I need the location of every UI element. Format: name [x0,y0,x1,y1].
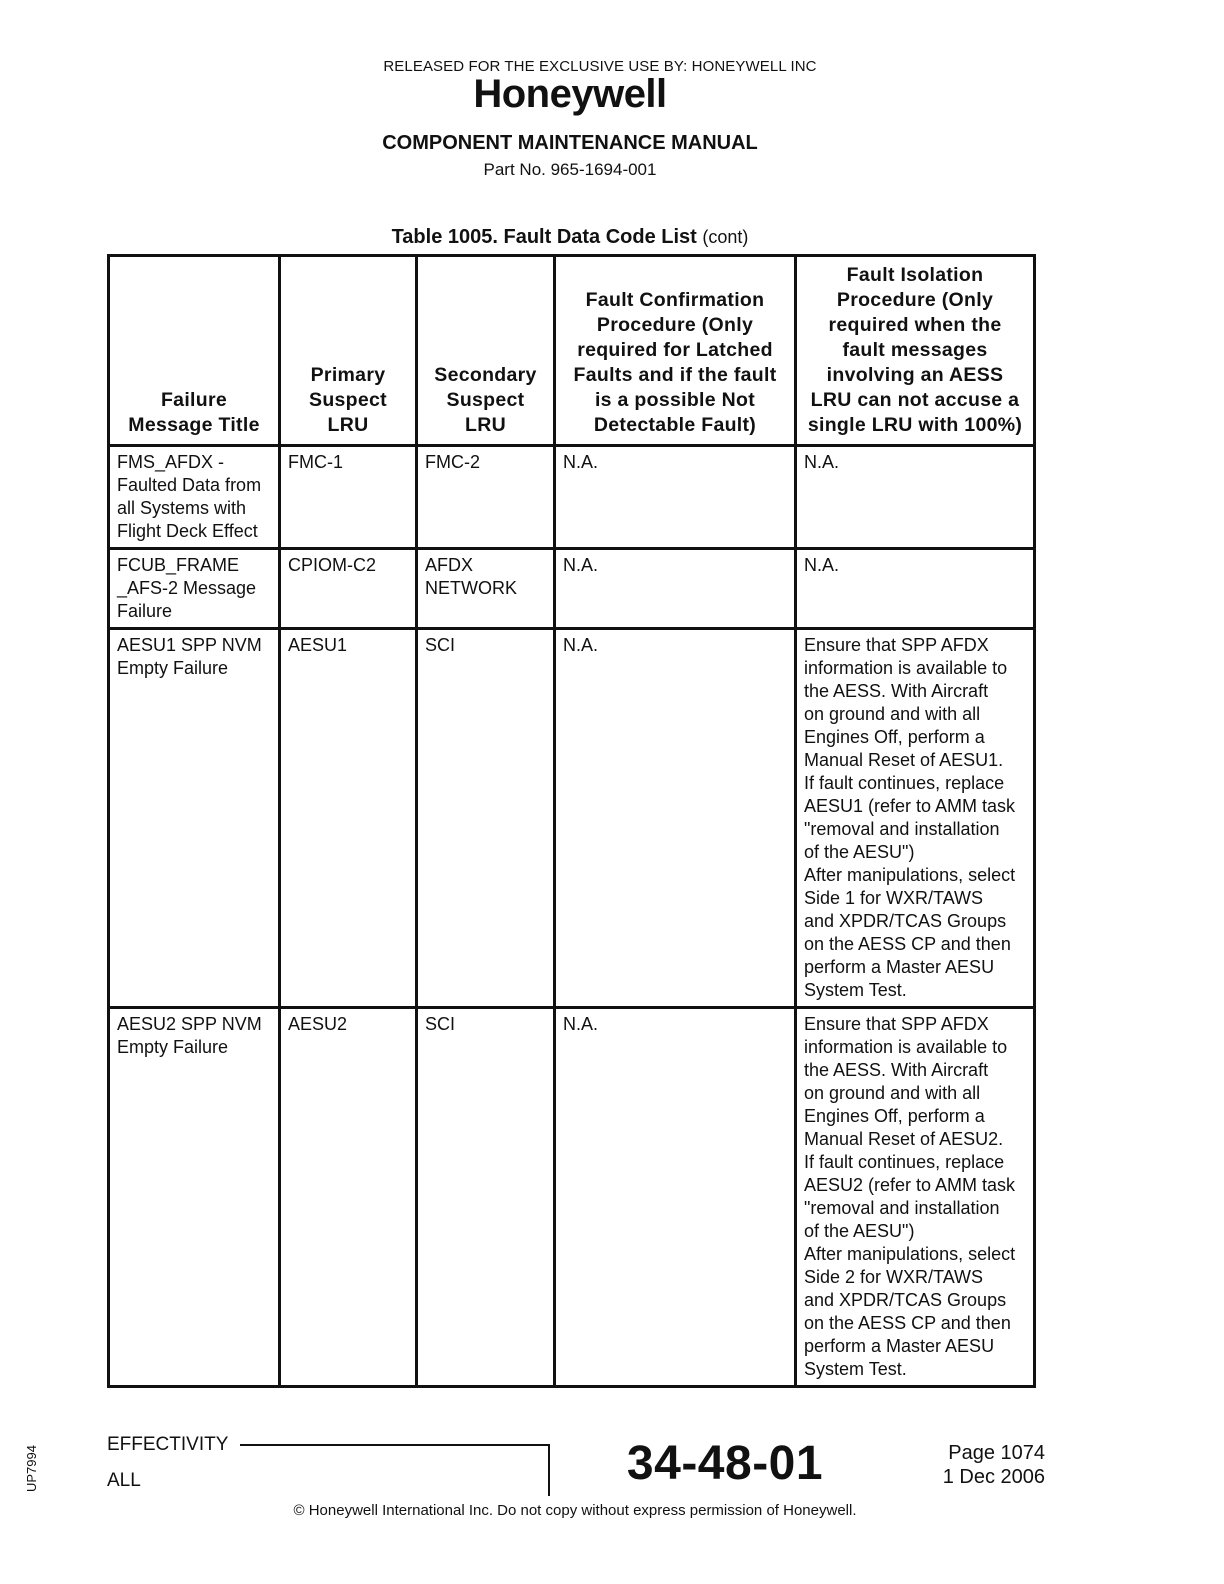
part-number: Part No. 965-1694-001 [483,160,657,179]
cell-secondary-lru: FMC-2 [417,446,555,549]
cell-secondary-lru: SCI [417,629,555,1008]
effectivity-rule-end [548,1444,550,1496]
cell-primary-lru: AESU1 [280,629,417,1008]
cell-fault-isolation: N.A. [796,446,1035,549]
effectivity-value: ALL [107,1470,141,1491]
release-notice: RELEASED FOR THE EXCLUSIVE USE BY: HONEYWELL INC [383,58,817,75]
cell-primary-lru: FMC-1 [280,446,417,549]
fault-data-table [107,254,1036,1388]
column-header-secondary-lru: Secondary Suspect LRU [417,256,555,446]
table-row [109,549,1035,629]
cell-fault-confirmation: N.A. [555,629,796,1008]
cell-failure-message: FMS_AFDX - Faulted Data from all Systems with Flight Deck Effect [109,446,280,549]
cell-primary-lru: CPIOM-C2 [280,549,417,629]
cell-fault-isolation: Ensure that SPP AFDX information is available to the AESS. With Aircraft on ground and with all Engines Off, perform a Manual Reset of AESU1. If fault continues, replace AESU1 (refer to AMM task "removal and installation of the AESU") After manipulations, select Side 1 for WXR/TAWS and XPDR/TCAS Groups on the AESS CP and then perform a Master AESU System Test. [796,629,1035,1008]
table-row [109,1008,1035,1387]
side-code-text: UP7994 [24,1445,39,1492]
table-row [109,629,1035,1008]
table-caption-suffix: (cont) [702,227,749,247]
table-caption [0,226,1140,249]
manual-title: COMPONENT MAINTENANCE MANUAL [382,132,758,154]
cell-primary-lru: AESU2 [280,1008,417,1387]
cell-failure-message: AESU2 SPP NVM Empty Failure [109,1008,280,1387]
page-number: Page 1074 [948,1442,1045,1464]
honeywell-logo: Honeywell [473,72,667,116]
copyright-notice: © Honeywell International Inc. Do not copy without express permission of Honeywell. [293,1502,857,1519]
cell-fault-isolation: N.A. [796,549,1035,629]
table-row [109,446,1035,549]
cell-secondary-lru: SCI [417,1008,555,1387]
effectivity-label: EFFECTIVITY [107,1434,229,1455]
cell-fault-confirmation: N.A. [555,549,796,629]
column-header-failure-message: Failure Message Title [109,256,280,446]
column-header-fault-confirmation: Fault Confirmation Procedure (Only required for Latched Faults and if the fault is a possible Not Detectable Fault) [555,256,796,446]
cell-secondary-lru: AFDX NETWORK [417,549,555,629]
cell-failure-message: FCUB_FRAME _AFS-2 Message Failure [109,549,280,629]
chapter-number: 34-48-01 [626,1437,824,1490]
cell-fault-isolation: Ensure that SPP AFDX information is available to the AESS. With Aircraft on ground and with all Engines Off, perform a Manual Reset of AESU2. If fault continues, replace AESU2 (refer to AMM task "removal and installation of the AESU") After manipulations, select Side 2 for WXR/TAWS and XPDR/TCAS Groups on the AESS CP and then perform a Master AESU System Test. [796,1008,1035,1387]
table-caption-title: Table 1005. Fault Data Code List [391,226,697,248]
cell-fault-confirmation: N.A. [555,1008,796,1387]
cell-failure-message: AESU1 SPP NVM Empty Failure [109,629,280,1008]
effectivity-rule [240,1444,550,1446]
cell-fault-confirmation: N.A. [555,446,796,549]
column-header-fault-isolation: Fault Isolation Procedure (Only required when the fault messages involving an AESS LRU can not accuse a single LRU with 100%) [796,256,1035,446]
side-code [20,1434,50,1494]
column-header-primary-lru: Primary Suspect LRU [280,256,417,446]
table-header-row [109,256,1035,446]
page-date: 1 Dec 2006 [942,1466,1045,1488]
